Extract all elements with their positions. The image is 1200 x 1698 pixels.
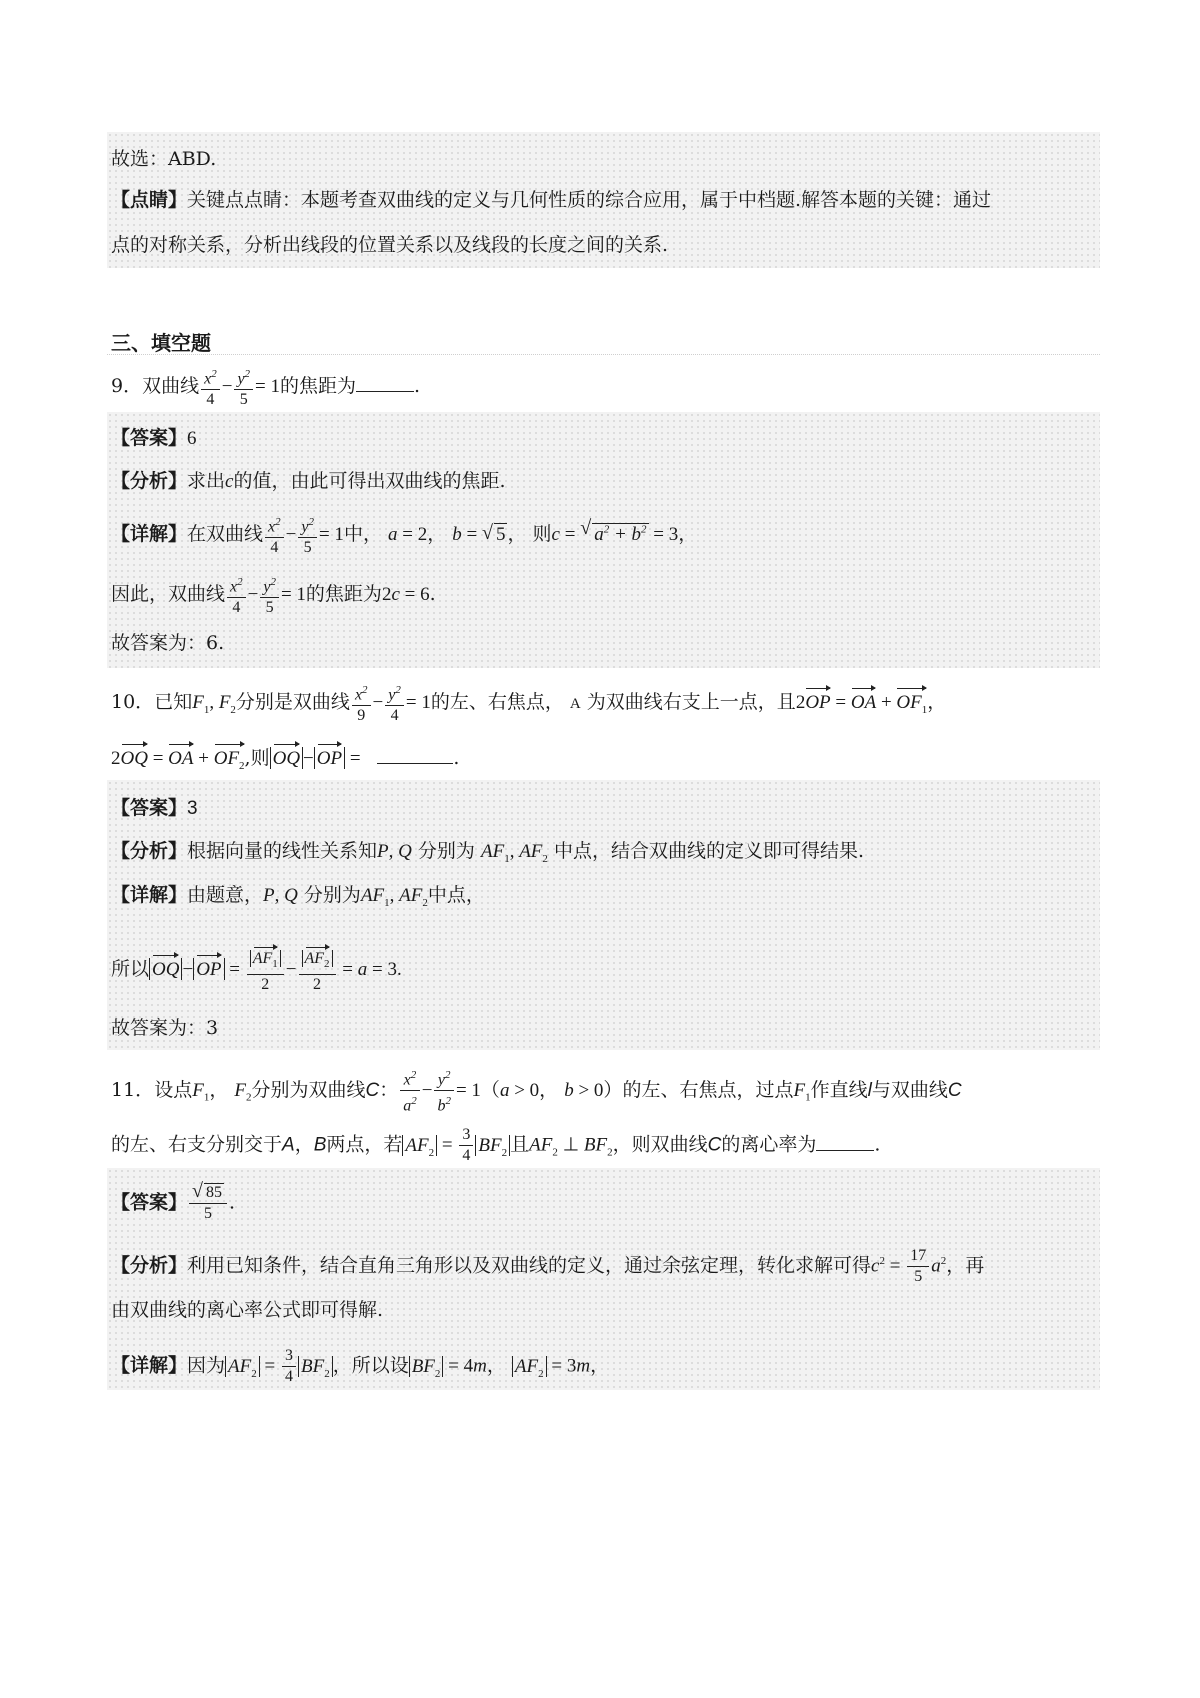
q11-analysis-line1: 【分析】利用已知条件，结合直角三角形以及双曲线的定义，通过余弦定理，转化求解可得$c^2$ = $\frac{17}{5}$ $a^2$，再 [111,1247,985,1285]
q11-analysis-line2: 由双曲线的离心率公式即可得解. [111,1299,384,1321]
q10-stem-line1: 10．已知$F_1$, $F_2$分别是双曲线 $\frac{x^2}{9}$ − $\frac{y^2}{4}$ = 1的左、右焦点， A 为双曲线右支上一点，且2OP = OA + $OF_1$， [111,680,946,726]
q10-stem-line2: 2OQ = OA + $OF_2$,则 OQ − OP = . [111,742,459,779]
q10-so: 所以 OQ − OP = $\frac{AF_1}{2}$ − $\frac{AF_2}{2}$ = a = 3. [111,945,402,995]
q11-stem-line2: 的左、右支分别交于A，B两点，若 $AF_2$ = $\frac{3}{4}$ $BF_2$ 且$AF_2$ ⊥ $BF_2$，则双曲线C的离心率为 . [111,1126,881,1164]
prev-conclusion: 故选：ABD. [111,148,217,170]
q10-detail: 【详解】由题意，P, Q 分别为$AF_1$, $AF_2$中点， [111,884,485,909]
prev-comment-line1: 【点睛】关键点点睛：本题考查双曲线的定义与几何性质的综合应用，属于中档题.解答本题的关键：通过 [111,189,992,211]
q10-answer: 【答案】3 [111,797,198,819]
q9-final: 故答案为：6. [111,632,225,654]
q10-final: 故答案为：3 [111,1017,219,1039]
q10-analysis: 【分析】根据向量的线性关系知P, Q 分别为 $AF_1$, $AF_2$ 中点，结合双曲线的定义即可得结果. [111,840,865,865]
q9-stem: 9．双曲线 $\frac{x^2}{4}$ − $\frac{y^2}{5}$ = 1的焦距为 . [111,364,420,410]
q9-therefore: 因此，双曲线 $\frac{x^2}{4}$ − $\frac{y^2}{5}$ = 1的焦距为2c = 6. [111,572,436,618]
q11-detail: 【详解】因为 $AF_2$ = $\frac{3}{4}$ $BF_2$ ，所以设 $BF_2 = 4m$， $AF_2 = 3m$， [111,1347,610,1385]
section-title: 三、填空题 [111,331,211,355]
q9-answer: 【答案】6 [111,427,197,449]
prev-comment-line2: 点的对称关系，分析出线段的位置关系以及线段的长度之间的关系. [111,234,669,256]
q11-stem-line1: 11．设点$F_1$， $F_2$分别为双曲线C： $\frac{x^2}{a^2}$ − $\frac{y^2}{b^2}$ = 1（a > 0， b > 0）的左、右焦点，过点$F_1$作直线l与双曲线C [111,1065,962,1117]
section-divider [107,354,1100,355]
q9-detail: 【详解】在双曲线 $\frac{x^2}{4}$ − $\frac{y^2}{5}$ = 1中， a = 2， b = √ 5 ， 则c = √ $a^2 + b^2 = 3$， [111,512,697,558]
q9-analysis: 【分析】求出c的值，由此可得出双曲线的焦距. [111,470,506,492]
q11-answer: 【答案】 √ $\frac{85}{5}$ . [111,1183,235,1224]
